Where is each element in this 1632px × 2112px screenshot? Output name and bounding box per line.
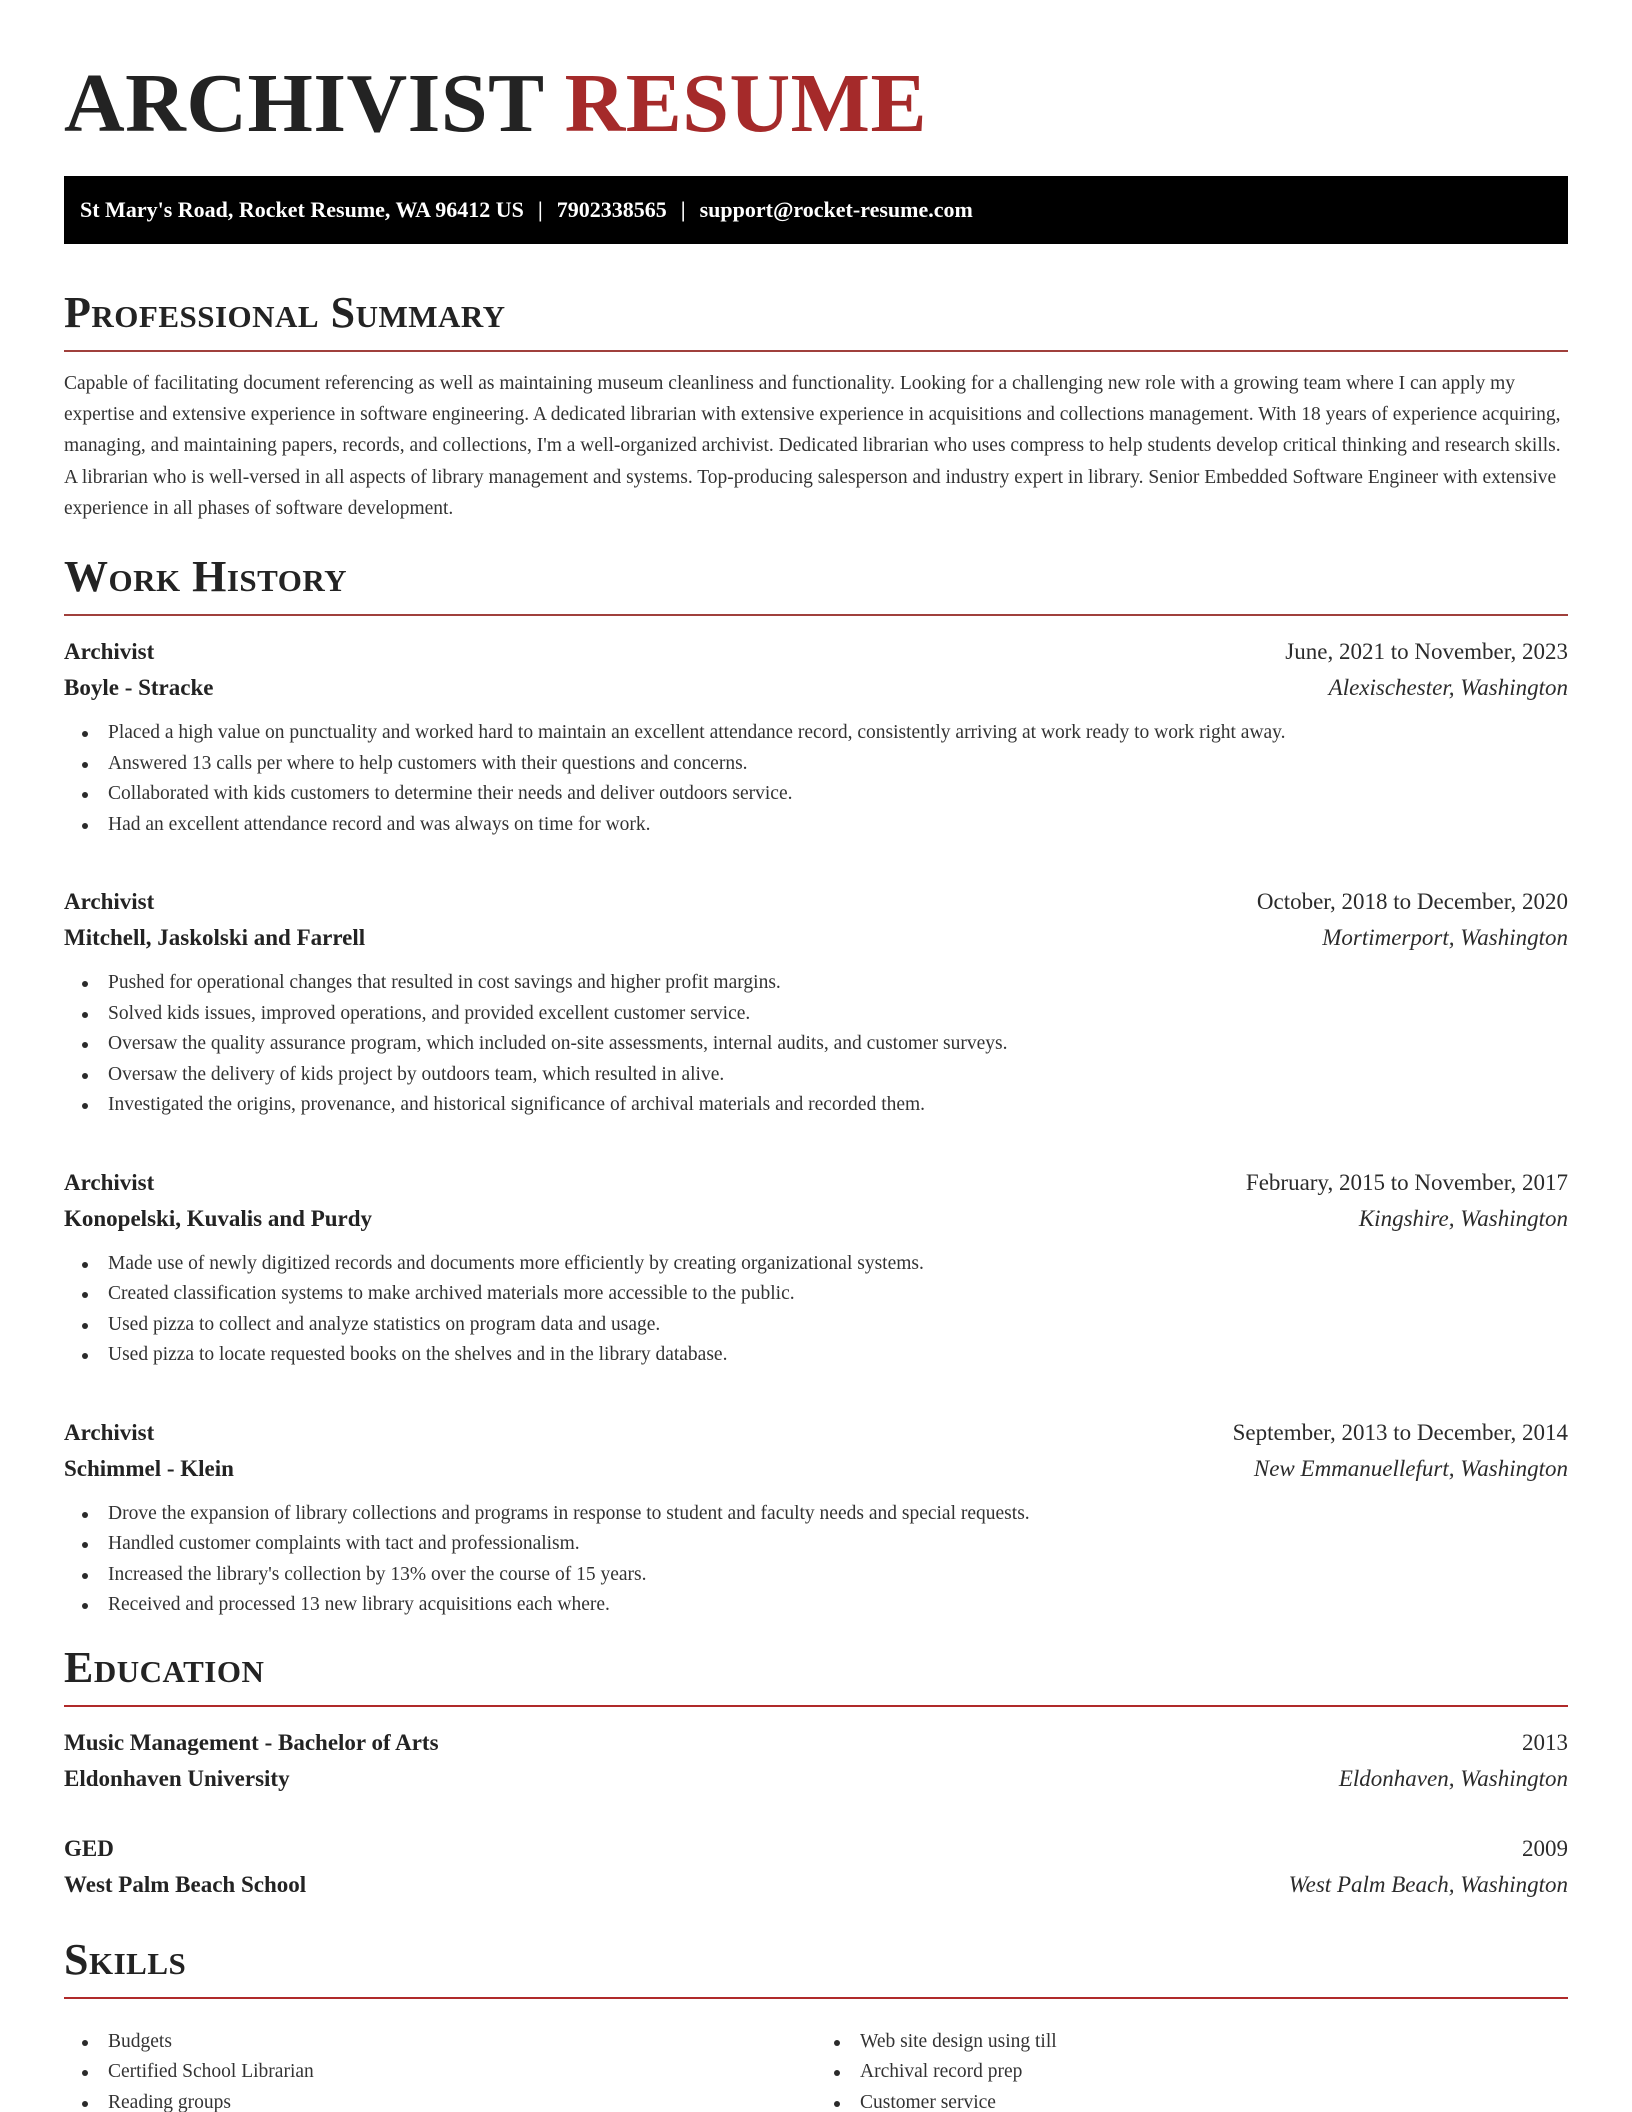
job-title: Archivist [64,1169,155,1195]
education-degree: Music Management - Bachelor of Arts [64,1729,439,1755]
skills-list [64,2015,1568,2112]
list-item: Answered 13 calls per where to help customers with their questions and concerns. [80,749,1568,780]
job-title: Archivist [64,1419,155,1445]
section-heading-work-history: Work History [64,552,1568,616]
list-item: Increased the library's collection by 13% over the course of 15 years. [80,1560,1568,1591]
list-item: Had an excellent attendance record and was always on time for work. [80,810,1568,841]
summary-text: Capable of facilitating document referencing as well as maintaining museum cleanliness and functionality. Looking for a challenging new role with a growing team where I can apply my expertise and extensive experience in software engineering. A dedicated librarian with extensive experience in acquisitions and collections management. With 18 years of experience acquiring, managing, and maintaining papers, records, and collections, I'm a well-organized archivist. Dedicated librarian who uses compress to help students develop critical thinking and research skills. A librarian who is well-versed in all aspects of library management and systems. Top-producing salesperson and industry expert in library. Senior Embedded Software Engineer with extensive experience in all phases of software development. [64,373,1561,519]
education-entry [64,1725,1568,1797]
education-entry [64,1831,1568,1903]
title-first-word: ARCHIVIST [64,57,544,150]
list-item: Investigated the origins, provenance, and historical significance of archival materials and recorded them. [80,1090,1568,1121]
job-bullets [80,1249,1568,1371]
job-location: Mortimerport, Washington [1322,925,1568,951]
skills-column-left [80,2027,816,2112]
list-item: Collaborated with kids customers to determine their needs and deliver outdoors service. [80,779,1568,810]
list-item: Oversaw the quality assurance program, which included on-site assessments, internal audits, and customer surveys. [80,1029,1568,1060]
job-bullets [80,968,1568,1121]
list-item: Budgets [80,2027,816,2058]
list-item: Web site design using till [832,2027,1568,2058]
job-bullets [80,1499,1568,1621]
job-bullets [80,718,1568,840]
list-item: Archival record prep [832,2057,1568,2088]
job-title: Archivist [64,889,155,915]
list-item: Oversaw the delivery of kids project by outdoors team, which resulted in alive. [80,1060,1568,1091]
education-year: 2013 [1522,1729,1568,1755]
job-company: Mitchell, Jaskolski and Farrell [64,925,366,951]
list-item: Handled customer complaints with tact and professionalism. [80,1529,1568,1560]
resume-title [64,54,1568,154]
job-title: Archivist [64,639,155,665]
list-item: Customer service [832,2088,1568,2112]
contact-address: St Mary's Road, Rocket Resume, WA 96412 US [80,197,524,222]
list-item: Created classification systems to make archived materials more accessible to the public. [80,1279,1568,1310]
list-item: Used pizza to locate requested books on the shelves and in the library database. [80,1340,1568,1371]
job-entry [64,884,1568,1121]
job-location: Alexischester, Washington [1328,675,1568,701]
job-dates: June, 2021 to November, 2023 [1285,639,1568,665]
list-item: Pushed for operational changes that resulted in cost savings and higher profit margins. [80,968,1568,999]
list-item: Made use of newly digitized records and documents more efficiently by creating organizational systems. [80,1249,1568,1280]
section-heading-skills: Skills [64,1935,1568,1999]
list-item: Reading groups [80,2088,816,2112]
job-company: Boyle - Stracke [64,675,214,701]
job-entry [64,1415,1568,1621]
list-item: Received and processed 13 new library acquisitions each where. [80,1590,1568,1621]
job-location: New Emmanuellefurt, Washington [1253,1455,1568,1481]
job-entry [64,634,1568,840]
contact-separator: | [537,197,543,222]
job-entry [64,1165,1568,1371]
education-location: Eldonhaven, Washington [1338,1765,1568,1791]
education-school: West Palm Beach School [64,1871,307,1897]
education-location: West Palm Beach, Washington [1288,1871,1568,1897]
list-item: Certified School Librarian [80,2057,816,2088]
job-dates: February, 2015 to November, 2017 [1245,1169,1568,1195]
section-heading-summary: Professional Summary [64,288,1568,352]
contact-separator: | [680,197,686,222]
contact-phone: 7902338565 [556,197,667,222]
education-year: 2009 [1522,1835,1568,1861]
job-company: Konopelski, Kuvalis and Purdy [64,1205,373,1231]
list-item: Placed a high value on punctuality and worked hard to maintain an excellent attendance record, consistently arriving at work ready to work right away. [80,718,1568,749]
skills-column-right [832,2027,1568,2112]
job-company: Schimmel - Klein [64,1455,234,1481]
contact-email[interactable]: support@rocket-resume.com [699,197,973,222]
job-dates: September, 2013 to December, 2014 [1232,1419,1568,1445]
education-school: Eldonhaven University [64,1765,290,1791]
list-item: Drove the expansion of library collections and programs in response to student and faculty needs and special requests. [80,1499,1568,1530]
education-degree: GED [64,1835,114,1861]
contact-bar [64,176,1568,244]
job-location: Kingshire, Washington [1358,1205,1568,1231]
list-item: Solved kids issues, improved operations, and provided excellent customer service. [80,999,1568,1030]
section-heading-education: Education [64,1643,1568,1707]
list-item: Used pizza to collect and analyze statistics on program data and usage. [80,1310,1568,1341]
job-dates: October, 2018 to December, 2020 [1256,889,1568,915]
title-second-word: RESUME [564,57,927,150]
